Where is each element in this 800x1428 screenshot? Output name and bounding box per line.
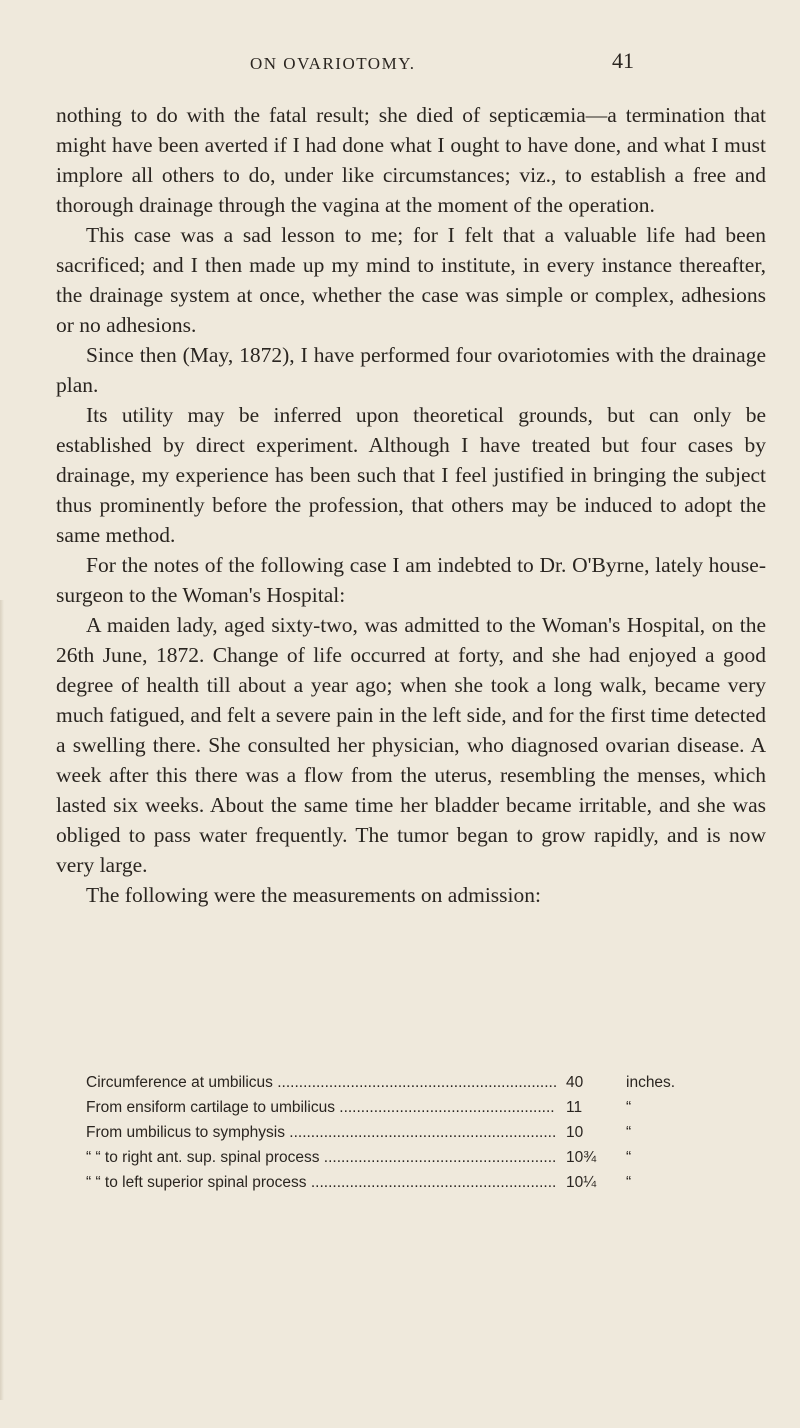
- measurement-label: Circumference at umbilicus .....: [86, 1070, 556, 1095]
- measurement-value: 40: [566, 1074, 584, 1091]
- measurement-row: [86, 1170, 776, 1195]
- measurement-value: 10: [566, 1124, 584, 1141]
- paragraph: A maiden lady, aged sixty-two, was admitted to the Woman's Hospital, on the 26th June, 1872. Change of life occurred at forty, and she had enjoyed a good degree of health till about a year ago; when she took a long walk, became very much fatigued, and felt a severe pain in the left side, and for the first time detected a swelling there. She consulted her physician, who diagnosed ovarian disease. A week after this there was a flow from the uterus, resembling the menses, which lasted six weeks. About the same time her bladder became irritable, and she was obliged to pass water frequently. The tumor began to grow rapidly, and is now very large.: [56, 613, 766, 877]
- body-text: [56, 100, 766, 910]
- paragraph: This case was a sad lesson to me; for I felt that a valuable life had been sacrificed; and I then made up my mind to institute, in every instance thereafter, the drainage system at once, whether the case was simple or complex, adhesions or no adhesions.: [56, 223, 766, 337]
- paragraph: The following were the measurements on admission:: [86, 883, 541, 907]
- measurement-row: [86, 1120, 776, 1145]
- measurement-value: 10¼: [566, 1174, 597, 1191]
- page-header: [0, 48, 800, 88]
- measurement-label: “ “ to right ant. sup. spinal process .....: [86, 1145, 556, 1170]
- measurement-label: “ “ to left superior spinal process .....: [86, 1170, 556, 1195]
- measurement-label: From umbilicus to symphysis .....: [86, 1120, 556, 1145]
- measurement-unit: inches.: [626, 1074, 676, 1091]
- paragraph: Since then (May, 1872), I have performed four ovariotomies with the drainage plan.: [56, 343, 766, 397]
- measurement-row: [86, 1145, 776, 1170]
- running-head: ON OVARIOTOMY.: [250, 54, 416, 73]
- measurement-unit: “: [626, 1149, 632, 1166]
- paragraph: Its utility may be inferred upon theoretical grounds, but can only be established by direct experiment. Although I have treated but four cases by drainage, my experience has been such that I feel justified in bringing the subject thus prominently before the profession, that others may be induced to adopt the same method.: [56, 403, 766, 547]
- measurement-label: From ensiform cartilage to umbilicus .....: [86, 1095, 556, 1120]
- measurement-value: 10¾: [566, 1149, 597, 1166]
- measurement-unit: “: [626, 1174, 632, 1191]
- page-edge-shadow: [0, 600, 4, 1400]
- measurement-value: 11: [566, 1099, 583, 1116]
- page-number: 41: [612, 48, 634, 73]
- measurement-unit: “: [626, 1099, 632, 1116]
- paragraph: nothing to do with the fatal result; she died of septicæmia—a termination that might have been averted if I had done what I ought to have done, and what I must implore all others to do, under like circumstances; viz., to establish a free and thorough drainage through the vagina at the moment of the operation.: [56, 103, 766, 217]
- paragraph: For the notes of the following case I am indebted to Dr. O'Byrne, lately house-surgeon to the Woman's Hospital:: [56, 553, 766, 607]
- measurements-table: [86, 1070, 776, 1195]
- measurement-unit: “: [626, 1124, 632, 1141]
- measurement-row: [86, 1070, 776, 1095]
- measurement-row: [86, 1095, 776, 1120]
